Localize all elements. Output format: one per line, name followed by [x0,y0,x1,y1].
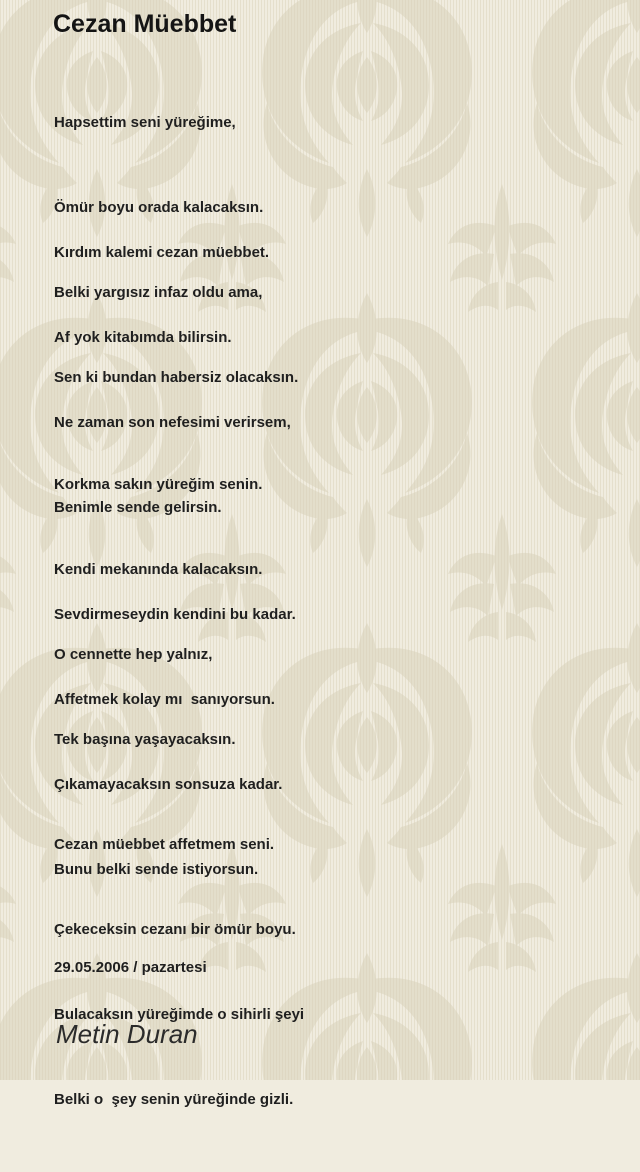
poem-line: Bunu belki sende istiyorsun. [54,861,259,879]
poem-date: 29.05.2006 / pazartesi [54,959,207,976]
poem-line: Kırdım kalemi cezan müebbet. [54,243,270,261]
poem-line: O cennette hep yalnız, [54,646,213,664]
poem-line: Hapsettim seni yüreğime, [54,113,236,131]
poem-line: Sen ki bundan habersiz olacaksın. [54,369,299,387]
poem-line: Ne zaman son nefesimi verirsem, [54,414,291,432]
poem-line: Tek başına yaşayacaksın. [54,731,236,749]
poem-line: Çıkamayacaksın sonsuza kadar. [54,776,283,794]
poem-line: Affetmek kolay mı sanıyorsun. [54,691,275,709]
poem-line: Sevdirmeseydin kendini bu kadar. [54,605,296,623]
poem-line: Çekeceksin cezanı bir ömür boyu. [54,921,296,939]
poem-line: Belki yargısız infaz oldu ama, [54,284,263,302]
poem-line: Korkma sakın yüreğim senin. [54,475,263,493]
poem-line: Af yok kitabımda bilirsin. [54,329,232,347]
poem-line: Benimle sende gelirsin. [54,499,222,517]
poem-line: Bulacaksın yüreğimde o sihirli şeyi [54,1006,305,1024]
poem-line: Kendi mekanında kalacaksın. [54,561,263,579]
poem-line: Belki o şey senin yüreğinde gizli. [54,1091,294,1109]
poem-author-signature: Metin Duran [56,1019,198,1049]
poem-line: Ömür boyu orada kalacaksın. [54,199,264,217]
poem-title: Cezan Müebbet [53,10,237,38]
poem-line: Cezan müebbet affetmem seni. [54,835,275,853]
